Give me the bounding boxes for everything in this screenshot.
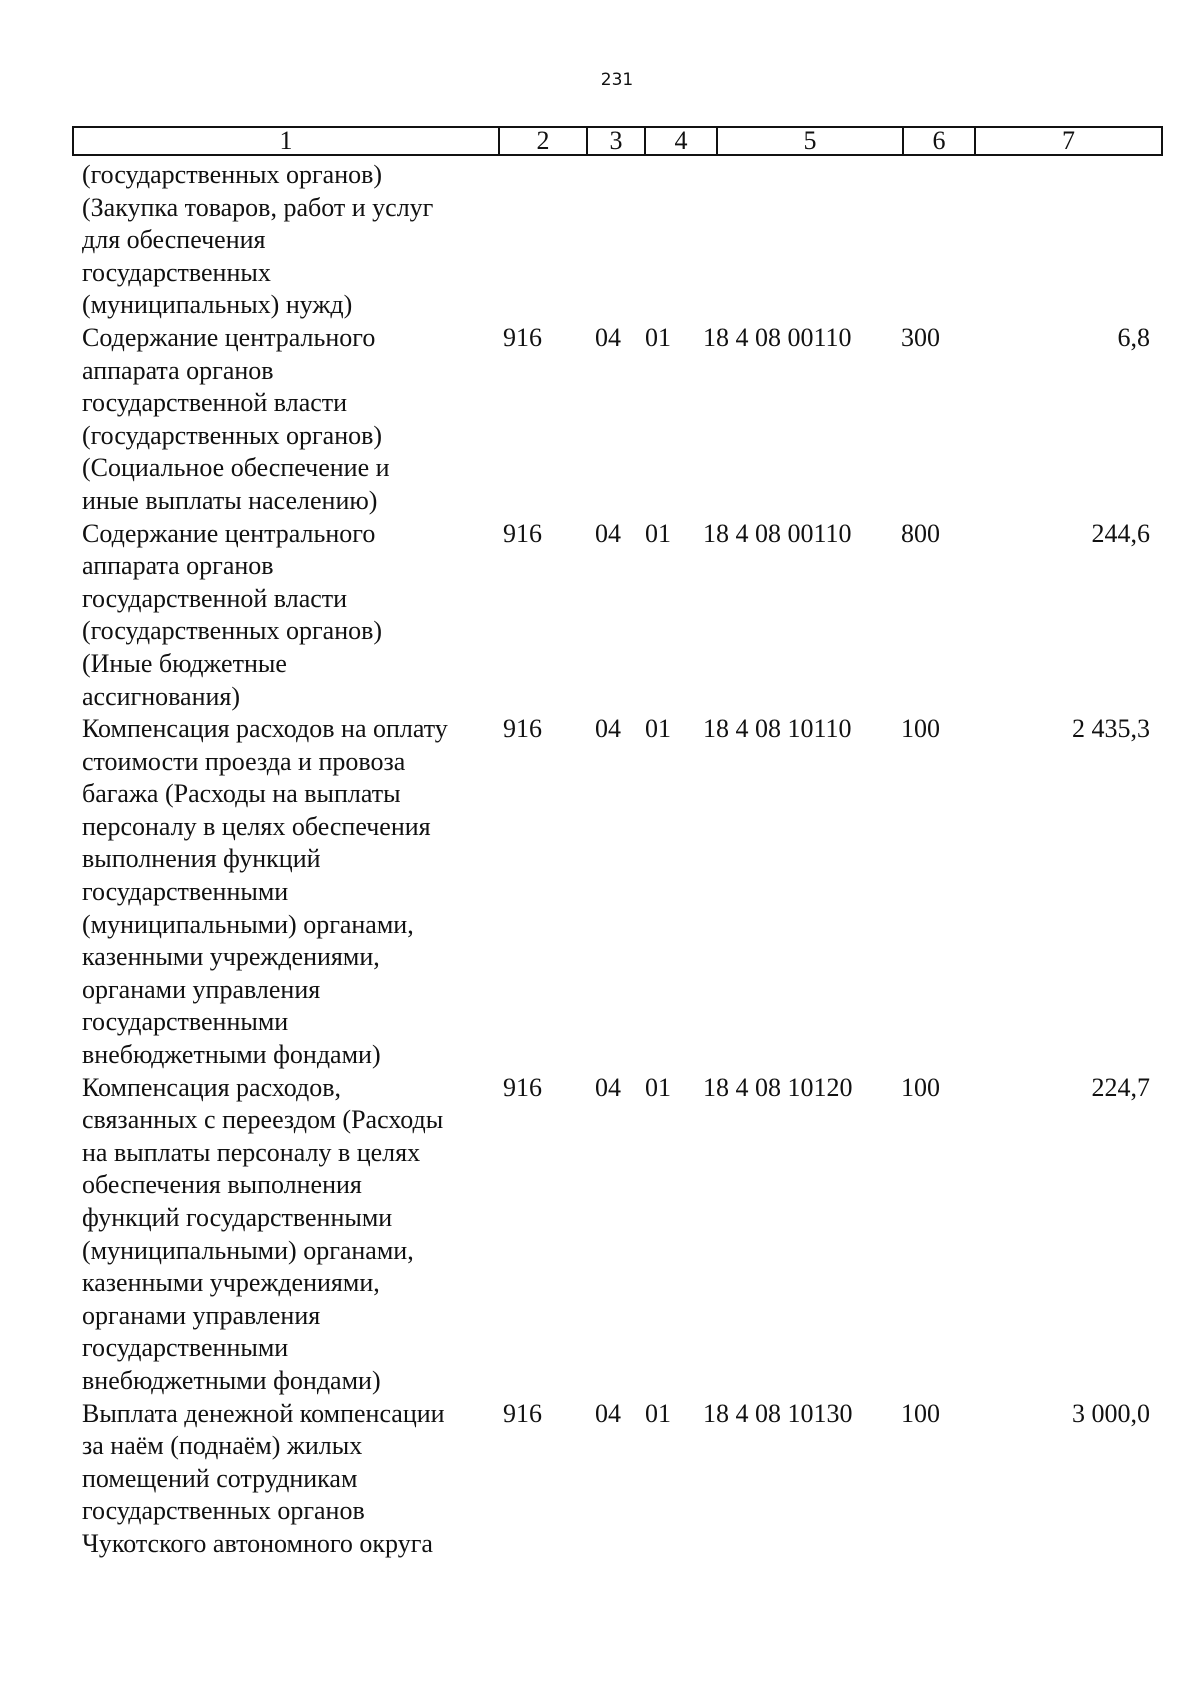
header-col-6: 6 [904,128,976,154]
table-row [82,713,1162,1072]
row-description: Содержание центрального аппарата органов государственной власти (государственных органов) (Иные бюджетные ассигнования) [82,518,383,711]
row-col-4: 01 [645,322,671,352]
header-col-5: 5 [718,128,904,154]
header-col-3: 3 [588,128,646,154]
row-col-4: 01 [645,518,671,548]
table-row [82,1072,1162,1398]
table-row [82,518,1162,714]
row-col-5: 18 4 08 00110 [703,518,852,548]
row-description: Выплата денежной компенсации за наём (поднаём) жилых помещений сотрудникам государственных органов Чукотского автономного округа [82,1398,445,1558]
row-col-3: 04 [595,1398,621,1428]
row-description: Компенсация расходов на оплату стоимости проезда и провоза багажа (Расходы на выплаты персоналу в целях обеспечения выполнения функций государственными (муниципальными) органами, казенными учреждениями, органами управления государственными внебюджетными фондами) [82,714,448,1070]
row-col-4: 01 [645,1398,671,1428]
row-col-6: 300 [901,322,940,352]
row-col-3: 04 [595,1072,621,1102]
page-number: 231 [600,70,634,90]
row-description: Содержание центрального аппарата органов государственной власти (государственных органов) (Социальное обеспечение и иные выплаты населению) [82,322,390,515]
row-col-5: 18 4 08 10130 [703,1398,853,1428]
table-row [82,159,1162,322]
row-col-6: 800 [901,518,940,548]
row-col-2: 916 [503,518,542,548]
header-col-1: 1 [74,128,500,154]
row-col-3: 04 [595,322,621,352]
row-col-3: 04 [595,518,621,548]
table-body [82,159,1162,1561]
row-col-7: 2 435,3 [1072,714,1150,744]
row-col-2: 916 [503,714,542,744]
row-col-2: 916 [503,322,542,352]
row-col-6: 100 [901,1072,940,1102]
row-col-2: 916 [503,1398,542,1428]
row-col-3: 04 [595,714,621,744]
row-col-6: 100 [901,714,940,744]
row-col-5: 18 4 08 10110 [703,714,852,744]
row-description: (государственных органов) (Закупка товаров, работ и услуг для обеспечения государственных (муниципальных) нужд) [82,160,434,320]
table-row [82,1398,1162,1561]
row-col-7: 3 000,0 [1072,1398,1150,1428]
header-col-7: 7 [1062,126,1075,155]
header-col-2: 2 [500,128,588,154]
table-header [72,126,1163,156]
table-row [82,322,1162,518]
row-col-7: 224,7 [1091,1072,1150,1102]
row-col-6: 100 [901,1398,940,1428]
row-col-4: 01 [645,714,671,744]
row-col-5: 18 4 08 10120 [703,1072,853,1102]
row-col-7: 244,6 [1091,518,1150,548]
header-col-4: 4 [646,128,718,154]
row-description: Компенсация расходов, связанных с переездом (Расходы на выплаты персоналу в целях обеспечения выполнения функций государственными (муниципальными) органами, казенными учреждениями, органами управления государственными внебюджетными фондами) [82,1072,444,1395]
row-col-2: 916 [503,1072,542,1102]
row-col-4: 01 [645,1072,671,1102]
row-col-5: 18 4 08 00110 [703,322,852,352]
row-col-7: 6,8 [1117,322,1150,352]
